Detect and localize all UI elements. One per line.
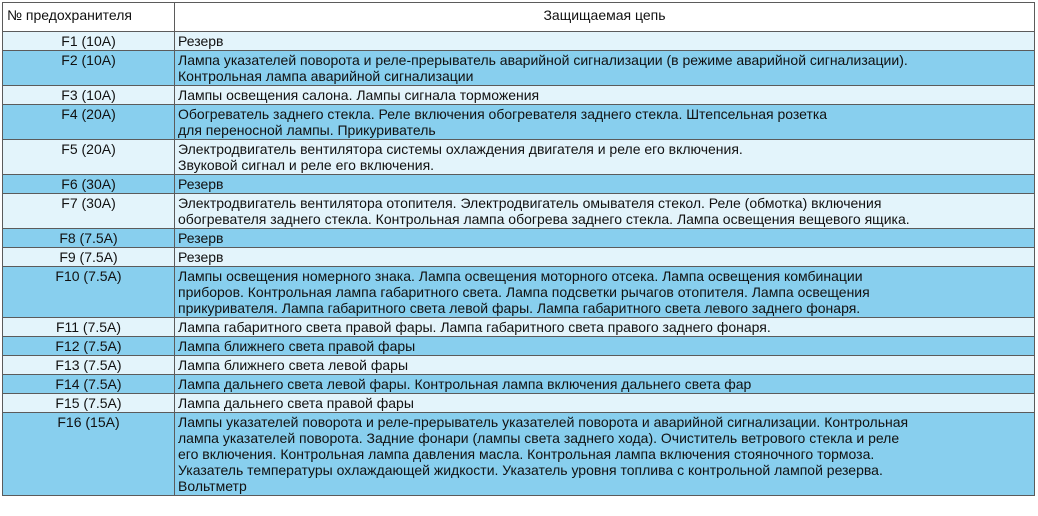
fuse-cell: F10 (7.5A) xyxy=(3,267,175,318)
fuse-cell: F1 (10A) xyxy=(3,32,175,51)
fuse-cell: F8 (7.5A) xyxy=(3,229,175,248)
table-row xyxy=(3,105,1035,140)
fuse-cell: F15 (7.5A) xyxy=(3,394,175,413)
circuit-cell: Лампа габаритного света правой фары. Лампа габаритного света правого заднего фонаря. xyxy=(175,318,1035,337)
fuse-cell: F13 (7.5A) xyxy=(3,356,175,375)
table-row xyxy=(3,51,1035,86)
table-row xyxy=(3,356,1035,375)
circuit-cell: Резерв xyxy=(175,248,1035,267)
fuse-table xyxy=(2,2,1035,496)
fuse-cell: F11 (7.5A) xyxy=(3,318,175,337)
table-row xyxy=(3,175,1035,194)
header-protected-circuit: Защищаемая цепь xyxy=(175,3,1035,32)
table-row xyxy=(3,375,1035,394)
table-row xyxy=(3,318,1035,337)
circuit-cell: Лампы освещения номерного знака. Лампа освещения моторного отсека. Лампа освещения комбинации приборов. Контрольная лампа габаритного света. Лампа подсветки рычагов отопителя. Лампа освещения прикуривателя. Лампа габаритного света левой фары. Лампа габаритного света левого заднего фонаря. xyxy=(175,267,1035,318)
circuit-cell: Лампа ближнего света правой фары xyxy=(175,337,1035,356)
fuse-cell: F9 (7.5A) xyxy=(3,248,175,267)
circuit-cell: Лампы указателей поворота и реле-прерыватель указателей поворота и аварийной сигнализации. Контрольная лампа указателей поворота. Задние фонари (лампы света заднего хода). Очиститель ветрового стекла и реле его включения. Контрольная лампа давления масла. Контрольная лампа включения стояночного тормоза. Указатель температуры охлаждающей жидкости. Указатель уровня топлива с контрольной лампой резерва. Вольтметр xyxy=(175,413,1035,496)
fuse-cell: F2 (10A) xyxy=(3,51,175,86)
fuse-cell: F3 (10A) xyxy=(3,86,175,105)
fuse-cell: F6 (30A) xyxy=(3,175,175,194)
table-row xyxy=(3,140,1035,175)
circuit-cell: Обогреватель заднего стекла. Реле включения обогревателя заднего стекла. Штепсельная розетка для переносной лампы. Прикуриватель xyxy=(175,105,1035,140)
fuse-cell: F7 (30A) xyxy=(3,194,175,229)
circuit-cell: Резерв xyxy=(175,175,1035,194)
circuit-cell: Лампа дальнего света правой фары xyxy=(175,394,1035,413)
header-row xyxy=(3,3,1035,32)
fuse-table-container xyxy=(2,2,1036,512)
table-row xyxy=(3,86,1035,105)
circuit-cell: Лампа указателей поворота и реле-прерыватель аварийной сигнализации (в режиме аварийной сигнализации). Контрольная лампа аварийной сигнализации xyxy=(175,51,1035,86)
fuse-cell: F4 (20A) xyxy=(3,105,175,140)
table-row xyxy=(3,248,1035,267)
circuit-cell: Лампа дальнего света левой фары. Контрольная лампа включения дальнего света фар xyxy=(175,375,1035,394)
table-row xyxy=(3,194,1035,229)
fuse-cell: F14 (7.5A) xyxy=(3,375,175,394)
header-fuse-number: № предохранителя xyxy=(3,3,175,32)
table-row xyxy=(3,229,1035,248)
circuit-cell: Резерв xyxy=(175,229,1035,248)
fuse-cell: F12 (7.5A) xyxy=(3,337,175,356)
table-row xyxy=(3,267,1035,318)
circuit-cell: Лампы освещения салона. Лампы сигнала торможения xyxy=(175,86,1035,105)
circuit-cell: Резерв xyxy=(175,32,1035,51)
circuit-cell: Электродвигатель вентилятора системы охлаждения двигателя и реле его включения. Звуковой сигнал и реле его включения. xyxy=(175,140,1035,175)
circuit-cell: Лампа ближнего света левой фары xyxy=(175,356,1035,375)
fuse-cell: F16 (15A) xyxy=(3,413,175,496)
table-row xyxy=(3,337,1035,356)
table-row xyxy=(3,394,1035,413)
table-row xyxy=(3,413,1035,496)
fuse-cell: F5 (20A) xyxy=(3,140,175,175)
circuit-cell: Электродвигатель вентилятора отопителя. Электродвигатель омывателя стекол. Реле (обмотка) включения обогревателя заднего стекла. Контрольная лампа обогрева заднего стекла. Лампа освещения вещевого ящика. xyxy=(175,194,1035,229)
table-row xyxy=(3,32,1035,51)
